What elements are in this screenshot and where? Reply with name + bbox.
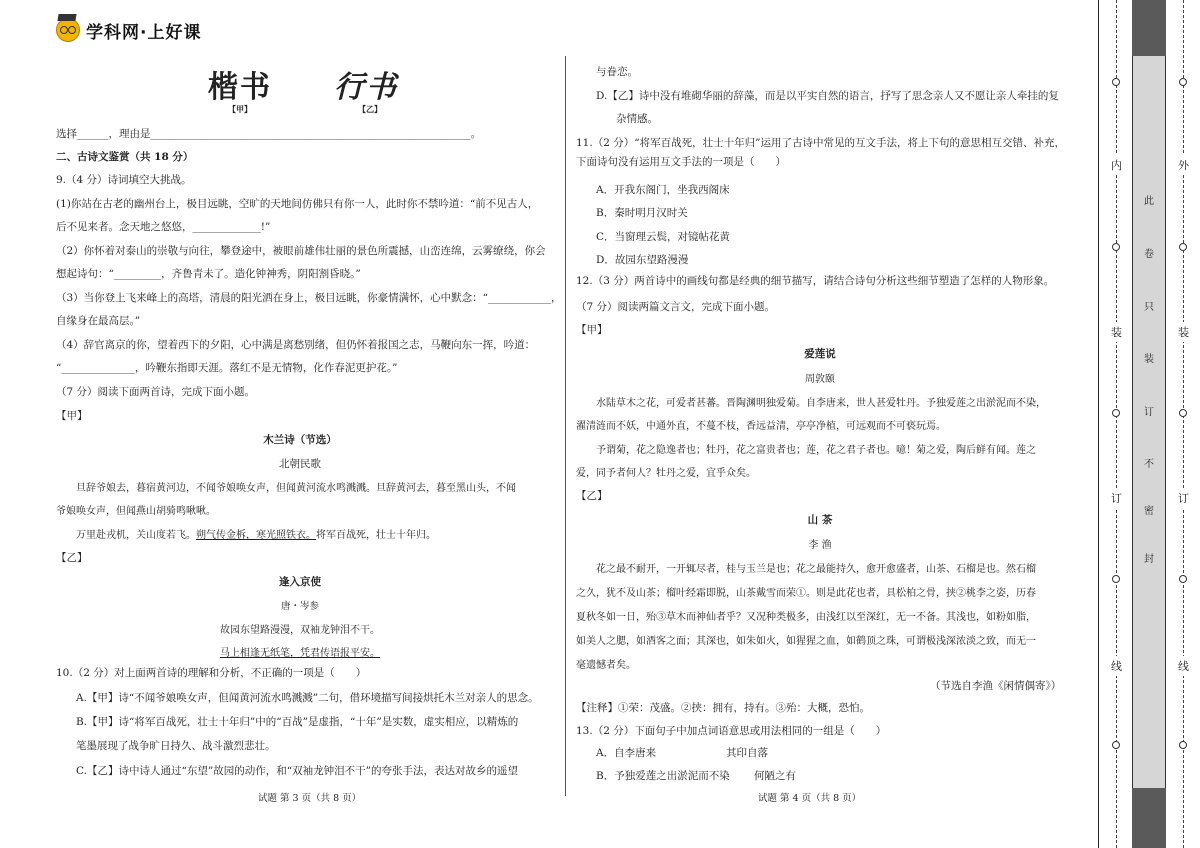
essay2-line1: 花之最不耐开，一开辄尽者，桂与玉兰是也；花之最能持久，愈开愈盛者，山茶、石榴是也。然石榴 xyxy=(596,564,1036,575)
q13-option-a-1: A．自李唐来 xyxy=(596,747,657,759)
strip-label: 封 xyxy=(1144,554,1154,565)
q13-title: 13.（2 分）下面句子中加点词语意思或用法相同的一组是（ ） xyxy=(576,725,887,737)
poem1-line3-a: 万里赴戎机，关山度若飞。 xyxy=(76,530,196,541)
strip-label: 订 xyxy=(1144,407,1154,418)
strip-middle-block xyxy=(1132,56,1166,788)
q10-option-c-1: C.【乙】诗中诗人通过“东望”故园的动作，和“双袖龙钟泪不干”的夸张手法，表达对故乡的遥望 xyxy=(76,765,518,777)
q9-2a: （2）你怀着对泰山的崇敬与向往，攀登途中，被眼前雄伟壮丽的景色所震撼，山峦连绵，云雾缭绕，你会 xyxy=(56,245,546,257)
q9-3b: 自缘身在最高层。” xyxy=(56,315,141,327)
read-intro: （7 分）阅读下面两首诗，完成下面小题。 xyxy=(56,386,256,398)
source-line: （节选自李渔《闲情偶寄》） xyxy=(930,680,1062,692)
poem1-line1: 旦辞爷娘去，暮宿黄河边，不闻爷娘唤女声，但闻黄河流水鸣溅溅。旦辞黄河去，暮至黑山头，不闻 xyxy=(76,483,516,494)
q10-option-a: A.【甲】诗“不闻爷娘唤女声，但闻黄河流水鸣溅溅”二句，借环境描写间接烘托木兰对亲人的思念。 xyxy=(76,692,539,704)
poem1-line3-b: 将军百战死，壮士十年归。 xyxy=(316,530,436,541)
essay1-title: 爱莲说 xyxy=(804,348,836,360)
q9-4b: “______________，吟鞭东指即天涯。落红不是无情物，化作春泥更护花。” xyxy=(56,362,398,374)
binding-hole xyxy=(1179,575,1187,583)
q11-option-c: C．当窗理云鬓，对镜帖花黄 xyxy=(596,231,731,243)
q13-option-b-1: B．予独爱莲之出淤泥而不染 xyxy=(596,770,730,782)
q10-option-d-1: D.【乙】诗中没有堆砌华丽的辞藻，而是以平实自然的语言，抒写了思念亲人又不愿让亲人牵挂的复 xyxy=(596,90,1059,102)
poem2-line1: 故园东望路漫漫，双袖龙钟泪不干。 xyxy=(220,625,380,636)
binding-hole xyxy=(1179,78,1187,86)
outer-label: 线 xyxy=(1178,656,1189,676)
essay1-line2: 濯清涟而不妖，中通外直，不蔓不枝，香远益清，亭亭净植，可远观而不可亵玩焉。 xyxy=(576,421,946,432)
q9-1a: (1)你站在古老的幽州台上，极目远眺，空旷的天地间仿佛只有你一人，此时你不禁吟道：“前不见古人， xyxy=(56,198,539,210)
q10-c-cont: 与眷恋。 xyxy=(596,66,638,78)
binding-hole xyxy=(1179,741,1187,749)
binding-hole xyxy=(1112,78,1120,86)
section-title: 二、古诗文鉴赏（共 18 分） xyxy=(56,151,194,163)
poem1-line3 xyxy=(76,526,436,541)
calligraphy-kaishu: 楷书 xyxy=(208,70,272,105)
essay2-title: 山 茶 xyxy=(807,514,833,526)
poem1-author: 北朝民歌 xyxy=(279,458,321,470)
essay2-line2: 之久，犹不及山茶；榴叶经霜即脱，山茶戴雪而荣①。则是此花也者，具松柏之骨，挟②桃李之姿，历春 xyxy=(576,588,1036,599)
q12: 12.（3 分）两首诗中的画线句都是经典的细节描写，请结合诗句分析这些细节塑造了怎样的人物形象。 xyxy=(576,275,1055,287)
q10-title: 10.（2 分）对上面两首诗的理解和分析，不正确的一项是（ ） xyxy=(56,667,367,679)
binding-hole xyxy=(1112,575,1120,583)
poem2-title: 逢入京使 xyxy=(279,576,321,588)
poem2-line2: 马上相逢无纸笔，凭君传语报平安。 xyxy=(220,648,380,659)
strip-bottom-block xyxy=(1132,788,1166,848)
q11-option-b: B．秦时明月汉时关 xyxy=(596,207,688,219)
logo-text: 学科网·上好课 xyxy=(86,22,202,43)
essay2-line5: 毫遗憾者矣。 xyxy=(576,660,636,671)
strip-label: 装 xyxy=(1144,354,1154,365)
q11-option-d: D．故园东望路漫漫 xyxy=(596,254,689,266)
yi-tag-2: 【乙】 xyxy=(576,490,608,502)
binding-hole xyxy=(1112,243,1120,251)
binding-hole xyxy=(1112,741,1120,749)
essay1-line4: 爱，同予者何人？牡丹之爱，宜乎众矣。 xyxy=(576,468,756,479)
outer-dashed-line xyxy=(1183,0,1184,848)
annotation-note: 【注释】①荣：茂盛。②挟：拥有，持有。③殆：大概，恐怕。 xyxy=(576,702,870,714)
inner-dashed-line xyxy=(1116,0,1117,848)
poem1-underlined: 朔气传金柝，寒光照铁衣。 xyxy=(196,530,316,541)
q9-3a: （3）当你登上飞来峰上的高塔，清晨的阳光洒在身上，极目远眺，你豪情满怀，心中默念：“____________， xyxy=(56,292,562,304)
q10-option-b-2: 笔墨展现了战争旷日持久、战斗激烈悲壮。 xyxy=(76,740,276,752)
binding-hole xyxy=(1112,409,1120,417)
choose-line: 选择______，理由是_____________________________________________________________。 xyxy=(56,128,482,140)
page-4-footer: 试题 第 4 页（共 8 页） xyxy=(758,793,862,804)
essay2-line3: 夏秋冬如一日，殆③草木而神仙者乎？又况种类极多，由浅红以至深红，无一不备。其浅也，如粉如脂， xyxy=(576,612,1036,623)
strip-label: 密 xyxy=(1144,506,1154,517)
essay2-line4: 如美人之腮，如酒客之面；其深也，如朱如火，如猩猩之血，如鹤顶之珠，可谓极浅深浓淡之致，而无一 xyxy=(576,636,1036,647)
binding-hole xyxy=(1179,243,1187,251)
essay1-author: 周敦颐 xyxy=(805,374,835,385)
q9-1b: 后不见来者。念天地之悠悠，_____________!” xyxy=(56,221,271,233)
label-yi: 【乙】 xyxy=(358,104,382,114)
q9-4a: （4）辞官离京的你，望着西下的夕阳，心中满是离愁别绪，但仍怀着报国之志，马鞭向东一挥，吟道： xyxy=(56,339,536,351)
strip-label: 只 xyxy=(1144,302,1154,313)
poem2-author: 唐・岑参 xyxy=(280,601,319,612)
q11-a: 11.（2 分）“将军百战死，壮士十年归”运用了古诗中常见的互文手法，将上下句的意思相互交错、补充， xyxy=(576,137,1065,149)
essay1-line1: 水陆草木之花，可爱者甚蕃。晋陶渊明独爱菊。自李唐来，世人甚爱牡丹。予独爱莲之出淤泥而不染， xyxy=(596,398,1046,409)
jia-tag-2: 【甲】 xyxy=(576,324,608,336)
strip-label: 卷 xyxy=(1144,249,1154,260)
strip-label: 不 xyxy=(1144,459,1154,470)
q11-option-a: A．开我东阁门，坐我西阁床 xyxy=(596,184,730,196)
binding-hole xyxy=(1179,409,1187,417)
q9-title: 9.（4 分）诗词填空大挑战。 xyxy=(56,174,192,186)
inner-label: 装 xyxy=(1111,322,1122,342)
outer-label: 装 xyxy=(1178,322,1189,342)
q11-b: 下面诗句没有运用互文手法的一项是（ ） xyxy=(576,156,786,168)
q9-2b: 想起诗句：“_________，齐鲁青未了。造化钟神秀，阴阳割昏晓。” xyxy=(56,268,361,280)
poem1-line2: 爷娘唤女声，但闻燕山胡骑鸣啾啾。 xyxy=(56,506,216,517)
inner-label: 内 xyxy=(1111,155,1122,175)
logo-owl-icon xyxy=(56,18,80,42)
page-3-footer: 试题 第 3 页（共 8 页） xyxy=(258,793,362,804)
label-jia: 【甲】 xyxy=(228,104,252,114)
essay1-line3: 予谓菊，花之隐逸者也；牡丹，花之富贵者也；莲，花之君子者也。噫！菊之爱，陶后鲜有闻。莲之 xyxy=(596,445,1036,456)
inner-label: 线 xyxy=(1111,656,1122,676)
column-divider xyxy=(565,56,566,796)
q10-option-d-2: 杂情感。 xyxy=(616,113,658,125)
outer-label: 订 xyxy=(1178,488,1189,508)
read2-intro: （7 分）阅读两篇文言文，完成下面小题。 xyxy=(576,301,776,313)
logo xyxy=(56,16,201,44)
q13-option-a-2: 其印自落 xyxy=(726,747,768,759)
inner-label: 订 xyxy=(1111,488,1122,508)
q10-option-b-1: B.【甲】诗“将军百战死，壮士十年归”中的“百战”是虚指，“十年”是实数，虚实相应，以精炼的 xyxy=(76,716,519,728)
yi-tag: 【乙】 xyxy=(56,552,88,564)
strip-top-block xyxy=(1132,0,1166,56)
essay2-author: 李 渔 xyxy=(808,540,832,551)
outer-label: 外 xyxy=(1178,155,1189,175)
q13-option-b-2: 何陋之有 xyxy=(754,770,796,782)
poem1-title: 木兰诗（节选） xyxy=(263,434,337,446)
calligraphy-xingshu: 行书 xyxy=(334,70,398,105)
jia-tag: 【甲】 xyxy=(56,410,88,422)
strip-label: 此 xyxy=(1144,196,1154,207)
